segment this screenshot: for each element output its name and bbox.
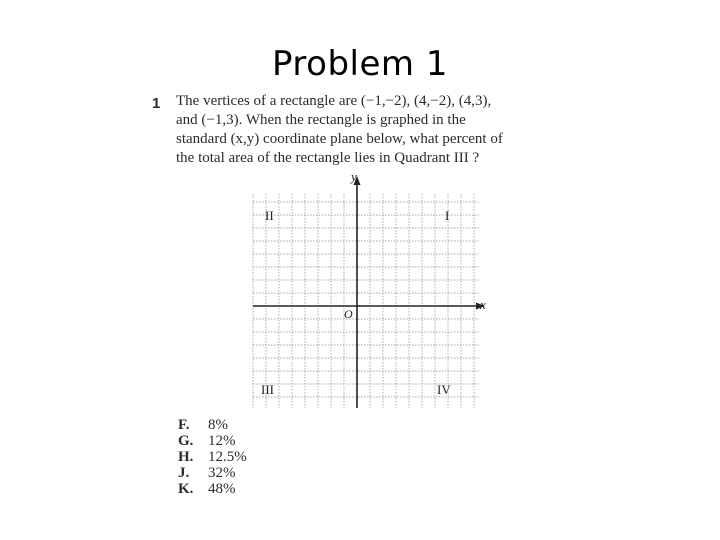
quadrant-ii-label: II [265,208,274,223]
choice-value: 8% [208,417,228,433]
problem-text-line: and (−1,3). When the rectangle is graphed in the [176,112,466,128]
x-axis-label: x [480,297,486,312]
choice-letter: G. [178,433,194,449]
choice-letter: F. [178,417,190,433]
problem-text-line: the total area of the rectangle lies in Quadrant III ? [176,150,480,166]
choice-value: 32% [208,465,236,481]
problem-number: 1 [152,95,161,112]
quadrant-iv-label: IV [437,382,451,397]
choice-value: 12.5% [208,449,247,465]
choice-letter: J. [178,465,190,481]
coordinate-plane-svg [247,168,493,414]
origin-label: O [344,307,353,321]
y-axis-label: y [351,169,357,184]
answer-choices [178,417,247,497]
answer-choice-j[interactable] [178,465,247,481]
problem-text-line: standard (x,y) coordinate plane below, what percent of [176,131,503,147]
choice-value: 48% [208,481,236,497]
answer-choice-k[interactable] [178,481,247,497]
choice-value: 12% [208,433,236,449]
answer-choice-h[interactable] [178,449,247,465]
quadrant-i-label: I [445,208,450,223]
choice-letter: K. [178,481,194,497]
quadrant-iii-label: III [261,382,274,397]
coordinate-plane [247,168,493,414]
answer-choice-f[interactable] [178,417,247,433]
answer-choice-g[interactable] [178,433,247,449]
slide-title: Problem 1 [272,44,448,84]
problem-text-line: The vertices of a rectangle are (−1,−2), (4,−2), (4,3), [176,93,492,109]
problem-text [176,92,568,168]
grid-lines [253,194,479,408]
choice-letter: H. [178,449,194,465]
